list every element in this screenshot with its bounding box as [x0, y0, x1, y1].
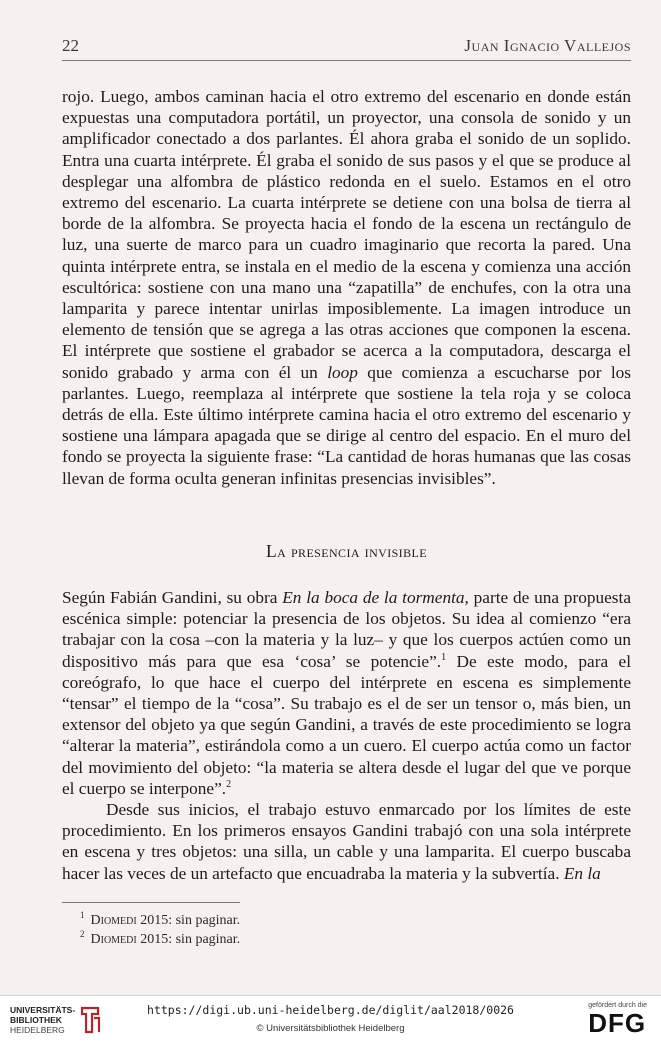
- footnote-2: [80, 930, 240, 949]
- paragraph-3-italic: En la: [563, 863, 601, 883]
- footnote-1-text: 2015: sin paginar.: [136, 913, 241, 928]
- permalink-url[interactable]: https://digi.ub.uni-heidelberg.de/diglit/aal2018/0026: [147, 1003, 514, 1017]
- running-head: [62, 36, 631, 56]
- paragraph-2-text-c: De este modo, para el coreógrafo, lo que hace el cuerpo del intérprete en escena es simplemente “tensar” el tiempo de la “cosa”. Su trabajo es el de ser un tensor o, más bien, un extensor del objeto ya que según Gandini, a través de este procedimiento se logra “alterar la materia”, estirándola como a un cuero. El cuerpo actúa como un factor del movimiento del objeto: “la materia se altera desde el lugar del que ve porque el cuerpo se interpone”.: [62, 651, 631, 798]
- footnote-2-text: 2015: sin paginar.: [136, 932, 241, 947]
- library-name-line-1: UNIVERSITÄTS-: [10, 1005, 76, 1015]
- dfg-wordmark: DFG: [588, 1008, 647, 1038]
- footnote-rule: [62, 902, 240, 903]
- paragraph-2-text-b: , parte de una propuesta escénica simple: potenciar la presencia de los objetos. Su idea al comienzo “era trabajar con la cosa –con la materia y la luz– y que los cuerpos actúen como un dispositivo más para que esa ‘cosa’ se potencie”.: [62, 588, 631, 671]
- paragraph-2-text-a: Según Fabián Gandini, su obra: [62, 588, 283, 607]
- copyright-notice: © Universitätsbibliothek Heidelberg: [256, 1023, 405, 1034]
- header-rule: [62, 60, 631, 61]
- paragraph-intro: [62, 86, 631, 489]
- footnote-1-number: 1: [80, 910, 85, 921]
- digitization-footer: [0, 995, 661, 1044]
- funded-by-label: gefördert durch die: [588, 1002, 647, 1009]
- paragraph-2: [62, 587, 631, 799]
- footnote-1-author: Diomedi: [90, 913, 137, 928]
- footnote-2-author: Diomedi: [90, 932, 137, 947]
- paragraph-3: [62, 799, 631, 884]
- italic-work-title: En la boca de la tormenta: [282, 588, 465, 607]
- footnote-1: [80, 911, 240, 930]
- paragraph-3-text-a: Desde sus inicios, el trabajo estuvo enmarcado por los límites de este procedimiento. En los primeros ensayos Gandini trabajó con una sola intérprete en escena y tres objetos: una silla, un cable y una lamparita. El cuerpo buscaba hacer las veces de un artefacto que encuadraba la materia y la subvertía.: [62, 800, 631, 883]
- italic-loop: loop: [327, 362, 358, 382]
- footnote-ref-1[interactable]: 1: [441, 651, 447, 663]
- page-number: 22: [62, 36, 79, 55]
- dfg-logo[interactable]: [588, 1002, 647, 1037]
- section-body: [62, 587, 631, 884]
- footnote-2-number: 2: [80, 929, 85, 940]
- library-name-line-3: HEIDELBERG: [10, 1025, 65, 1035]
- paragraph-1-text-a: rojo. Luego, ambos caminan hacia el otro extremo del escenario en donde están expuestas una computadora portátil, un proyector, una consola de sonido y un amplificador conectado a dos parlantes. Él ahora graba el sonido de un soplido. Entra una cuarta intérprete. Él graba el sonido de sus pasos y el que se produce al desplegar una alfombra de plástico redonda en el suelo. Estamos en el otro extremo del escenario. La cuarta intérprete se detiene con una bolsa de tierra al borde de la alfombra. Se proyecta hacia el fondo de la escena un rectángulo de luz, una suerte de marco para un cuadro imaginario que recorta la pared. Una quinta intérprete entra, se instala en el medio de la escena y comienza una acción escultórica: sostiene con una mano una “zapatilla” de enchufes, con la otra una lamparita y parece intentar unirlas imposiblemente. La imagen introduce un elemento de tensión que se agrega a las otras acciones que componen la escena. El intérprete que sostiene el grabador se acerca a la computadora, descarga el sonido grabado y arma con él un: [62, 87, 631, 382]
- paragraph-1-text-b: que comienza a escucharse por los parlantes. Luego, reemplaza al intérprete que sostiene la tela roja y se coloca detrás de ella. Este último intérprete camina hacia el otro extremo del escenario y sostiene una lámpara apagada que se dirige al centro del espacio. En el muro del fondo se proyecta la siguiente frase: “La cantidad de horas humanas que las cosas llevan de forma oculta generan infinitas presencias invisibles”.: [62, 362, 632, 488]
- library-name-line-2: BIBLIOTHEK: [10, 1015, 62, 1025]
- running-head-author: Juan Ignacio Vallejos: [464, 36, 631, 55]
- footnotes: [80, 911, 240, 949]
- footnote-ref-2[interactable]: 2: [226, 779, 232, 791]
- paragraph-1: [62, 86, 631, 489]
- section-title: La presencia invisible: [266, 541, 427, 561]
